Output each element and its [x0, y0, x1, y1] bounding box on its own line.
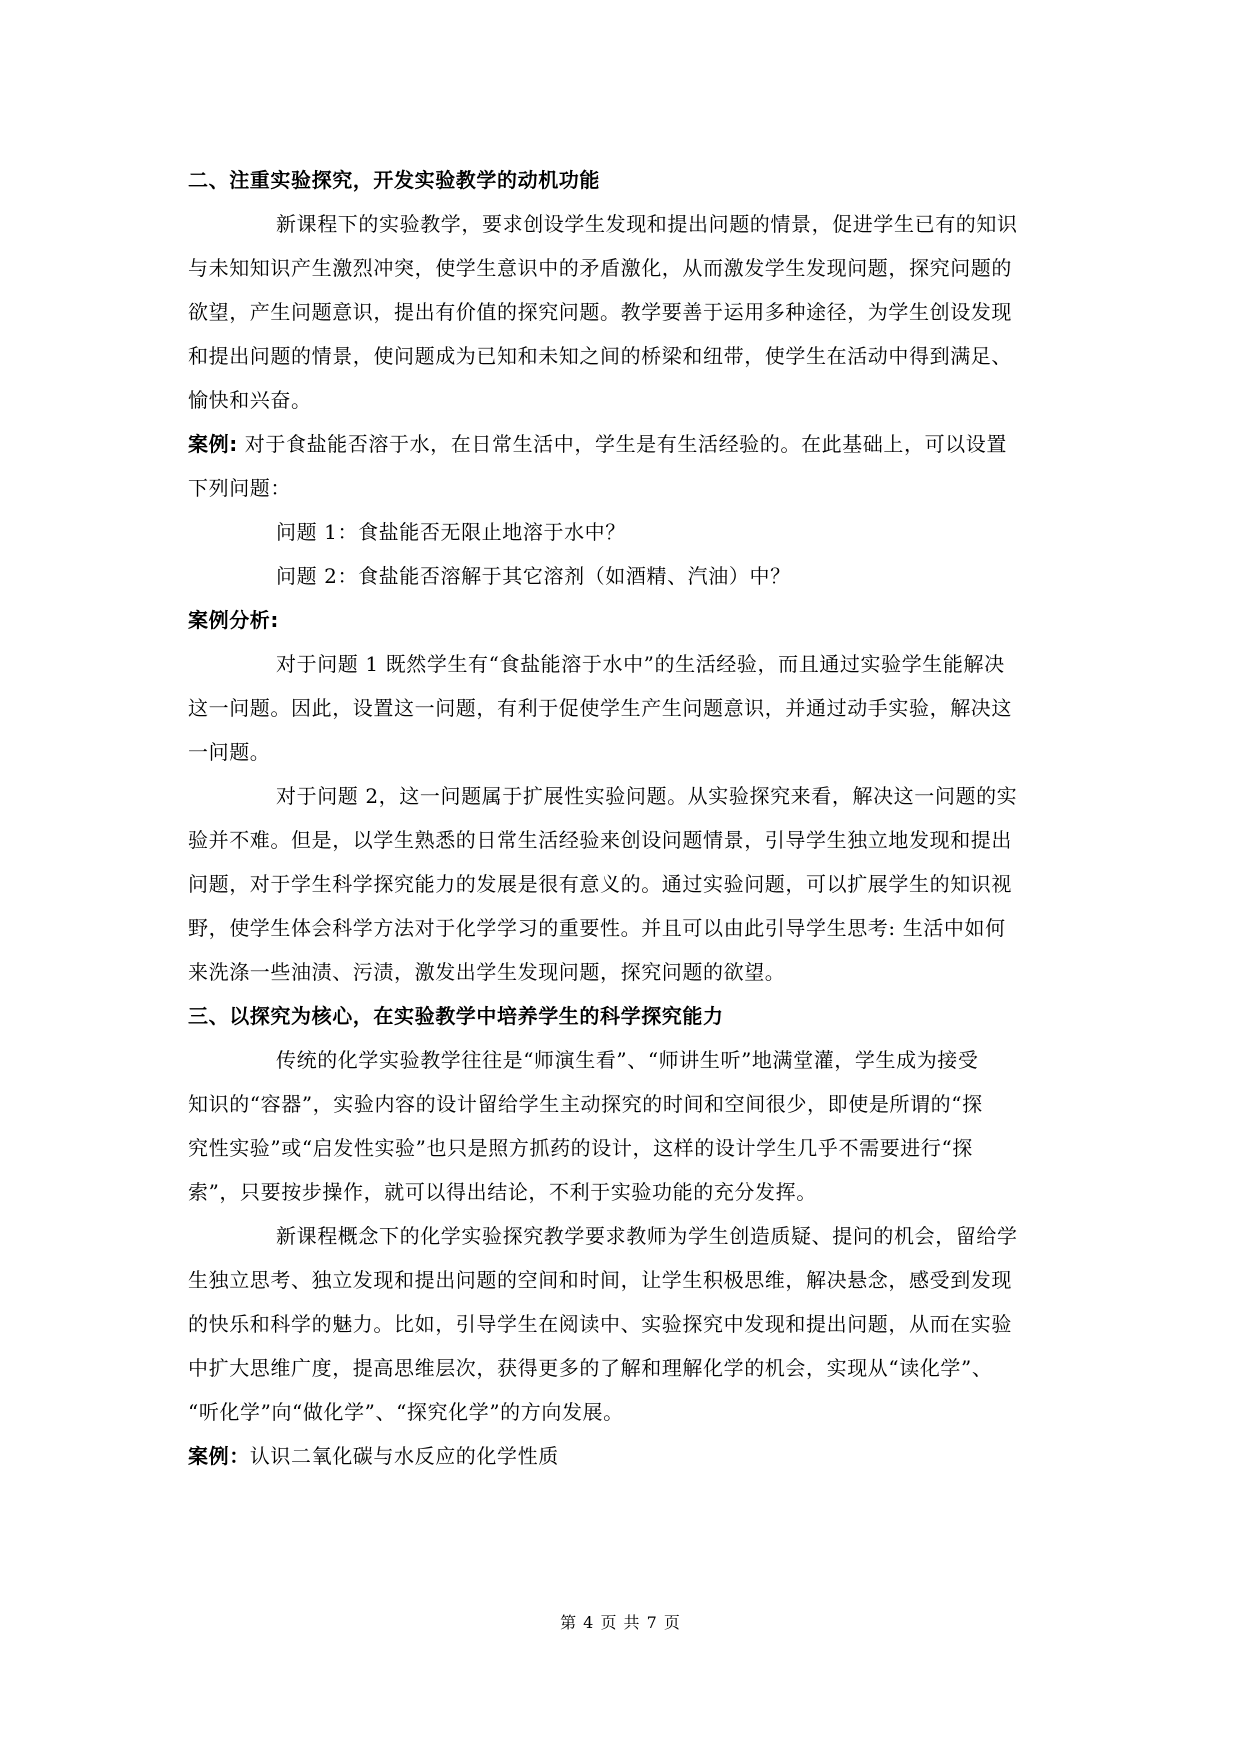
paragraph: [188, 642, 1070, 774]
text-line: 和提出问题的情景，使问题成为已知和未知之间的桥梁和纽带，使学生在活动中得到满足、: [188, 344, 1012, 368]
text-line: 欲望，产生问题意识，提出有价值的探究问题。教学要善于运用多种途径，为学生创设发现: [188, 300, 1012, 324]
text-line: 验并不难。但是，以学生熟悉的日常生活经验来创设问题情景，引导学生独立地发现和提出: [188, 828, 1012, 852]
text-line: 中扩大思维广度，提高思维层次，获得更多的了解和理解化学的机会，实现从“读化学”、: [188, 1356, 993, 1380]
case-analysis-label: 案例分析:: [188, 608, 279, 632]
text-line: 野，使学生体会科学方法对于化学学习的重要性。并且可以由此引导学生思考: 生活中如何: [188, 916, 1006, 940]
case-text: 认识二氧化碳与水反应的化学性质: [249, 1444, 559, 1468]
paragraph: [188, 1038, 1070, 1214]
text-line: 对于问题 2，这一问题属于扩展性实验问题。从实验探究来看，解决这一问题的实: [276, 784, 1018, 808]
page-content: [188, 158, 1070, 1478]
case-line: [188, 1434, 1070, 1478]
case-label: 案例：: [188, 1444, 250, 1468]
question-1: 问题 1：食盐能否无限止地溶于水中？: [276, 520, 626, 544]
text-line: 与未知知识产生激烈冲突，使学生意识中的矛盾激化，从而激发学生发现问题，探究问题的: [188, 256, 1012, 280]
text-line: 这一问题。因此，设置这一问题，有利于促使学生产生问题意识，并通过动手实验，解决这: [188, 696, 1012, 720]
text-line: 愉快和兴奋。: [188, 388, 312, 412]
text-line: 究性实验”或“启发性实验”也只是照方抓药的设计，这样的设计学生几乎不需要进行“探: [188, 1136, 973, 1160]
case-text: 对于食盐能否溶于水，在日常生活中，学生是有生活经验的。在此基础上，可以设置: [244, 432, 1007, 456]
paragraph: [188, 774, 1070, 994]
text-line: 索”，只要按步操作，就可以得出结论，不利于实验功能的充分发挥。: [188, 1180, 817, 1204]
case-label: 案例:: [188, 432, 238, 456]
text-line: 传统的化学实验教学往往是“师演生看”、“师讲生听”地满堂灌，学生成为接受: [276, 1048, 979, 1072]
text-line: 问题，对于学生科学探究能力的发展是很有意义的。通过实验问题，可以扩展学生的知识视: [188, 872, 1012, 896]
text-line: 知识的“容器”，实验内容的设计留给学生主动探究的时间和空间很少，即使是所谓的“探: [188, 1092, 983, 1116]
text-line: 下列问题：: [188, 476, 291, 500]
text-line: 生独立思考、独立发现和提出问题的空间和时间，让学生积极思维，解决悬念，感受到发现: [188, 1268, 1012, 1292]
text-line: 的快乐和科学的魅力。比如，引导学生在阅读中、实验探究中发现和提出问题，从而在实验: [188, 1312, 1012, 1336]
question-2: 问题 2：食盐能否溶解于其它溶剂（如酒精、汽油）中？: [276, 564, 791, 588]
text-line: 一问题。: [188, 740, 271, 764]
text-line: 新课程下的实验教学，要求创设学生发现和提出问题的情景，促进学生已有的知识: [276, 212, 1018, 236]
section-heading: 二、注重实验探究，开发实验教学的动机功能: [188, 168, 600, 192]
paragraph: [188, 1214, 1070, 1434]
case-line: [188, 422, 1070, 466]
text-line: 对于问题 1 既然学生有“食盐能溶于水中”的生活经验，而且通过实验学生能解决: [276, 652, 1005, 676]
text-line: “听化学”向“做化学”、“探究化学”的方向发展。: [188, 1400, 624, 1424]
text-line: 来洗涤一些油渍、污渍，激发出学生发现问题，探究问题的欲望。: [188, 960, 786, 984]
page-footer: 第 4 页 共 7 页: [560, 1613, 681, 1632]
section-heading: 三、以探究为核心，在实验教学中培养学生的科学探究能力: [188, 1004, 724, 1028]
text-line: 新课程概念下的化学实验探究教学要求教师为学生创造质疑、提问的机会，留给学: [276, 1224, 1018, 1248]
paragraph: [188, 202, 1070, 422]
